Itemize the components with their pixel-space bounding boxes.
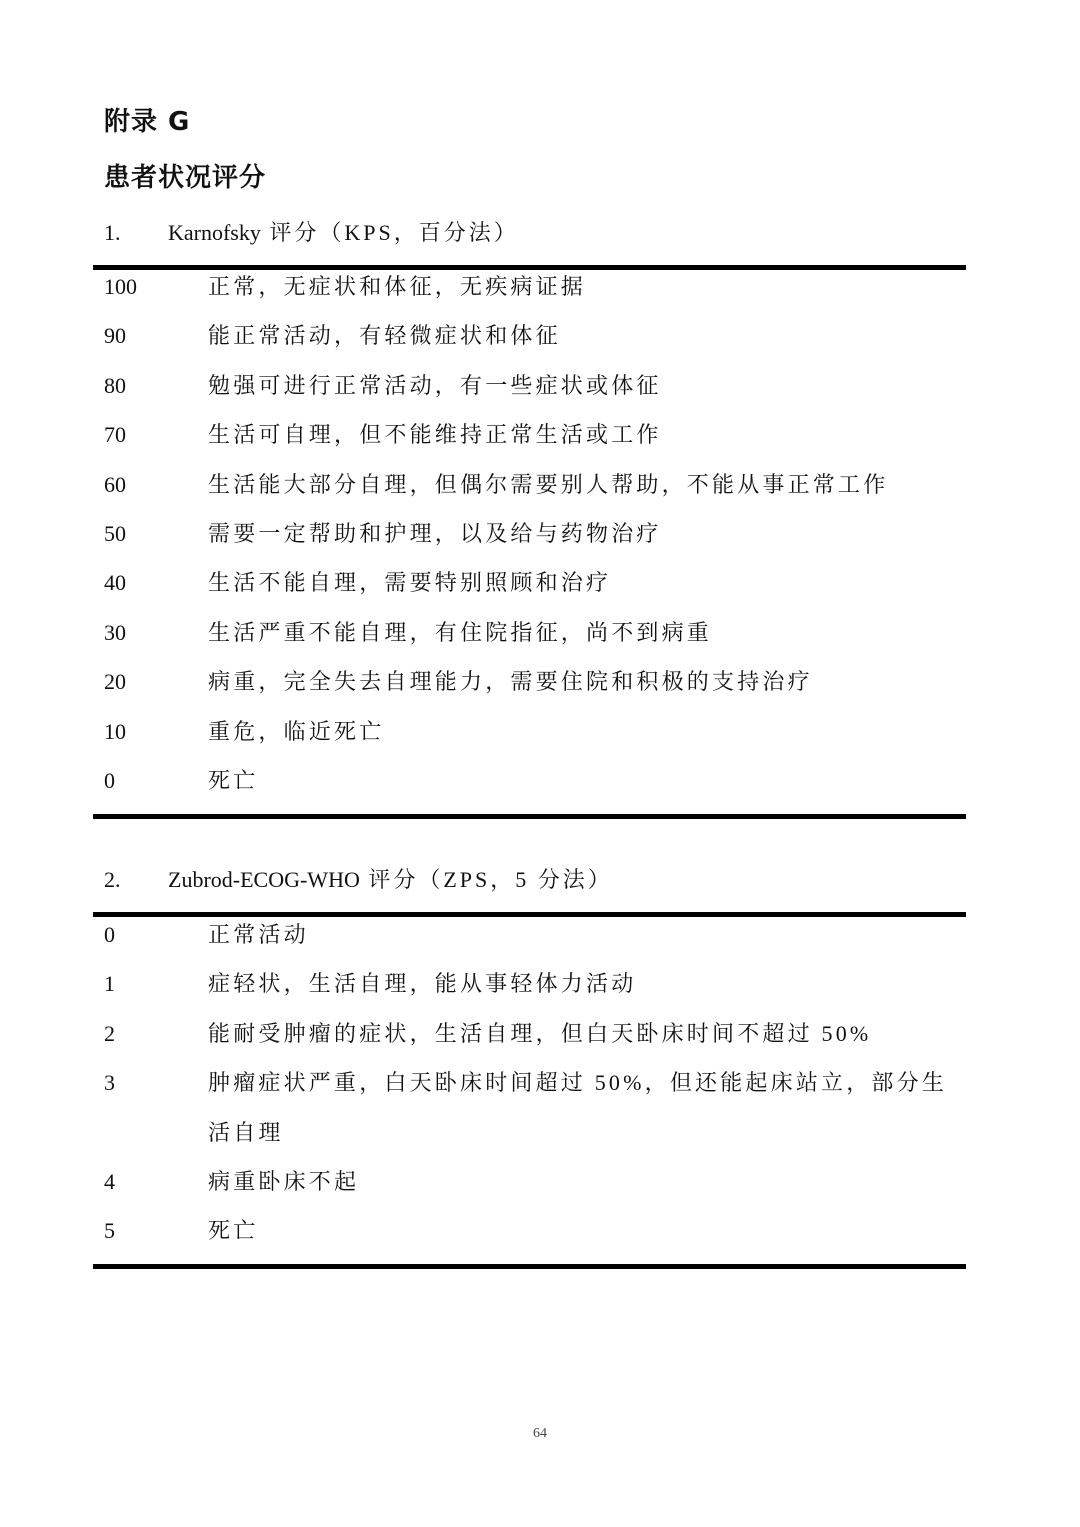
table-row	[104, 1157, 966, 1206]
section-title-kps	[104, 218, 519, 248]
score-cell: 40	[104, 570, 126, 596]
score-cell: 100	[104, 274, 137, 299]
score-cell: 10	[104, 718, 126, 744]
description-cell: 死亡	[208, 1218, 259, 1244]
table-row	[104, 1206, 966, 1255]
table-row	[104, 460, 966, 509]
score-cell: 50	[104, 521, 126, 547]
description-cell: 肿瘤症状严重，白天卧床时间超过 50%，但还能起床站立，部分生活自理	[208, 1070, 948, 1145]
description-cell: 生活不能自理，需要特别照顾和治疗	[208, 570, 612, 596]
table-row	[104, 959, 966, 1008]
section-title-zps	[104, 865, 613, 895]
description-cell: 能耐受肿瘤的症状，生活自理，但白天卧床时间不超过 50%	[208, 1020, 872, 1046]
description-cell: 勉强可进行正常活动，有一些症状或体征	[208, 372, 662, 398]
score-cell: 5	[104, 1218, 115, 1244]
description-cell: 症轻状，生活自理，能从事轻体力活动	[208, 971, 637, 997]
table-row	[104, 1058, 966, 1157]
score-cell: 70	[104, 422, 126, 448]
score-cell: 4	[104, 1169, 115, 1195]
description-cell: 生活能大部分自理，但偶尔需要别人帮助，不能从事正常工作	[208, 471, 889, 497]
description-cell: 能正常活动，有轻微症状和体征	[208, 323, 561, 349]
section-title-latin: Karnofsky	[168, 220, 261, 245]
score-cell: 0	[104, 922, 115, 947]
section-title-cjk: 评分（KPS，百分法）	[260, 220, 519, 245]
page-heading: 患者状况评分	[104, 163, 267, 193]
description-cell: 死亡	[208, 768, 259, 794]
score-cell: 30	[104, 619, 126, 645]
score-cell: 60	[104, 471, 126, 497]
page-number: 64	[533, 1426, 547, 1441]
section-number: 2.	[104, 867, 121, 892]
description-cell: 正常，无症状和体征，无疾病证据	[208, 274, 587, 299]
score-cell: 90	[104, 323, 126, 349]
table-row	[104, 262, 966, 311]
table-row	[104, 558, 966, 607]
table-row	[104, 608, 966, 657]
table-row	[104, 657, 966, 706]
table-row	[104, 509, 966, 558]
description-cell: 病重卧床不起	[208, 1169, 360, 1195]
table-row	[104, 756, 966, 805]
table-row	[104, 311, 966, 360]
description-cell: 生活可自理，但不能维持正常生活或工作	[208, 422, 662, 448]
section-title-cjk: 评分（ZPS，5 分法）	[359, 867, 613, 892]
table-row	[104, 910, 966, 959]
score-cell: 0	[104, 768, 115, 794]
table-bottom-rule	[93, 814, 966, 819]
table-row	[104, 1009, 966, 1058]
zps-table	[104, 910, 966, 1256]
table-row	[104, 361, 966, 410]
description-cell: 重危，临近死亡	[208, 718, 385, 744]
kps-table	[104, 262, 966, 805]
description-cell: 病重，完全失去自理能力，需要住院和积极的支持治疗	[208, 669, 813, 695]
description-cell: 需要一定帮助和护理，以及给与药物治疗	[208, 521, 662, 547]
appendix-label: 附录 G	[104, 107, 191, 137]
section-number: 1.	[104, 220, 121, 245]
section-title-latin: Zubrod-ECOG-WHO	[168, 867, 360, 892]
score-cell: 1	[104, 971, 115, 997]
score-cell: 80	[104, 372, 126, 398]
score-cell: 20	[104, 669, 126, 695]
table-row	[104, 707, 966, 756]
table-row	[104, 410, 966, 459]
score-cell: 3	[104, 1070, 115, 1096]
description-cell: 正常活动	[208, 922, 309, 947]
table-bottom-rule	[93, 1264, 966, 1269]
description-cell: 生活严重不能自理，有住院指征，尚不到病重	[208, 619, 713, 645]
score-cell: 2	[104, 1020, 115, 1046]
